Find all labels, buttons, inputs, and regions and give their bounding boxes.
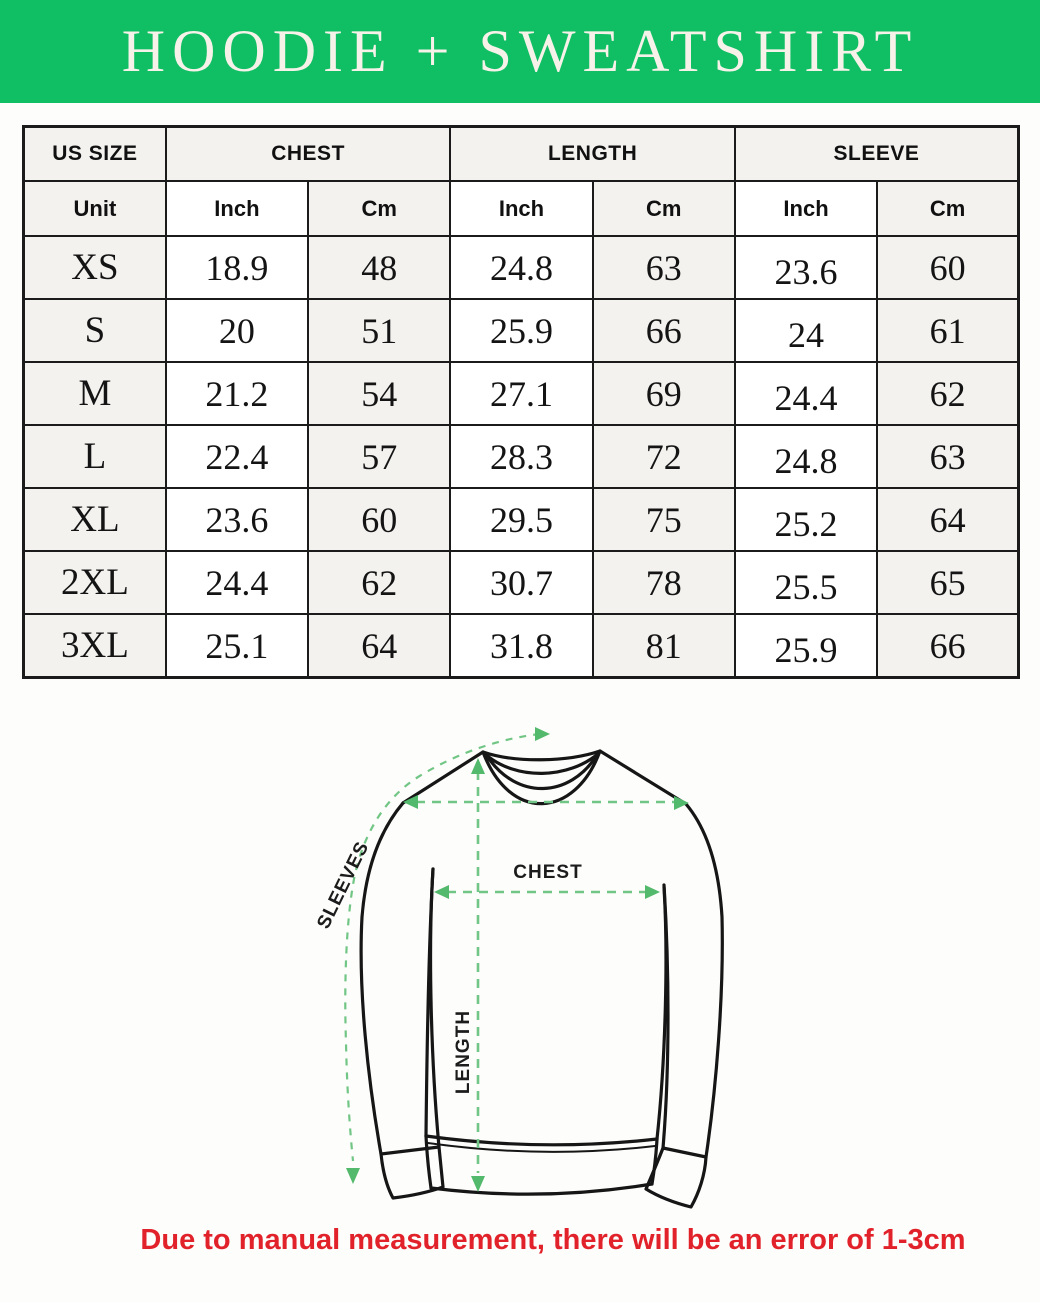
measurement-cell: 63	[877, 425, 1018, 488]
unit-header-cell: Cm	[593, 181, 735, 236]
measurement-cell: 65	[877, 551, 1018, 614]
size-table-row	[24, 299, 1019, 362]
measurement-cell: 57	[308, 425, 450, 488]
arrow-left-icon	[434, 885, 449, 899]
measurement-cell: 24.8	[450, 236, 592, 299]
measurement-cell: 29.5	[450, 488, 592, 551]
arrow-right-icon	[535, 727, 550, 741]
size-table-row	[24, 551, 1019, 614]
size-table-row	[24, 488, 1019, 551]
measurement-cell: 27.1	[450, 362, 592, 425]
measurement-cell: 22.4	[166, 425, 308, 488]
measurement-cell: 61	[877, 299, 1018, 362]
measurement-cell: 25.1	[166, 614, 308, 678]
table-unit-header-row	[24, 181, 1019, 236]
table-group-header-row	[24, 127, 1019, 182]
measurement-cell: 24.8	[735, 425, 877, 488]
measurement-cell: 25.9	[735, 614, 877, 678]
measurement-cell: 51	[308, 299, 450, 362]
measurement-cell: 60	[877, 236, 1018, 299]
measurement-cell: 64	[877, 488, 1018, 551]
measurement-cell: 60	[308, 488, 450, 551]
group-header-length: LENGTH	[450, 127, 735, 182]
measurement-cell: 21.2	[166, 362, 308, 425]
measurement-cell: 25.2	[735, 488, 877, 551]
measurement-cell: 24.4	[735, 362, 877, 425]
arrow-up-icon	[471, 758, 485, 774]
measurement-cell: 54	[308, 362, 450, 425]
size-table-row	[24, 236, 1019, 299]
size-table-row	[24, 425, 1019, 488]
measurement-cell: 28.3	[450, 425, 592, 488]
chest-label: CHEST	[513, 862, 583, 883]
unit-header-cell: Cm	[308, 181, 450, 236]
size-chart-table	[22, 125, 1020, 679]
arrow-down-icon	[471, 1176, 485, 1192]
measurement-cell: 24.4	[166, 551, 308, 614]
measurement-cell: 25.9	[450, 299, 592, 362]
arrow-down-icon	[346, 1168, 360, 1184]
shoulder-measure-line	[403, 795, 689, 810]
unit-header-cell: Inch	[166, 181, 308, 236]
unit-header-cell: Cm	[877, 181, 1018, 236]
row-size-label: S	[24, 299, 166, 362]
sweatshirt-diagram	[300, 695, 780, 1215]
page-title: HOODIE + SWEATSHIRT	[121, 18, 919, 84]
header-banner	[0, 0, 1040, 103]
size-table-row	[24, 614, 1019, 678]
measurement-cell: 23.6	[166, 488, 308, 551]
row-size-label: XS	[24, 236, 166, 299]
row-size-label: 3XL	[24, 614, 166, 678]
measurement-cell: 69	[593, 362, 735, 425]
measurement-cell: 48	[308, 236, 450, 299]
row-size-label: L	[24, 425, 166, 488]
group-header-us-size: US SIZE	[24, 127, 166, 182]
measurement-cell: 31.8	[450, 614, 592, 678]
row-size-label: XL	[24, 488, 166, 551]
group-header-chest: CHEST	[166, 127, 451, 182]
measurement-error-note: Due to manual measurement, there will be an error of 1-3cm	[140, 1224, 966, 1256]
arrow-right-icon	[645, 885, 660, 899]
measurement-cell: 81	[593, 614, 735, 678]
length-label: LENGTH	[453, 1009, 474, 1095]
group-header-sleeve: SLEEVE	[735, 127, 1019, 182]
measurement-cell: 62	[308, 551, 450, 614]
measurement-cell: 18.9	[166, 236, 308, 299]
measurement-cell: 30.7	[450, 551, 592, 614]
measurement-cell: 64	[308, 614, 450, 678]
unit-header-cell: Unit	[24, 181, 166, 236]
row-size-label: M	[24, 362, 166, 425]
measurement-cell: 66	[593, 299, 735, 362]
measurement-cell: 75	[593, 488, 735, 551]
measurement-cell: 24	[735, 299, 877, 362]
measurement-cell: 62	[877, 362, 1018, 425]
measurement-cell: 78	[593, 551, 735, 614]
measurement-cell: 23.6	[735, 236, 877, 299]
length-measure-line	[453, 758, 485, 1192]
unit-header-cell: Inch	[450, 181, 592, 236]
unit-header-cell: Inch	[735, 181, 877, 236]
chest-measure-line	[434, 862, 660, 899]
arrow-right-icon	[674, 796, 689, 810]
sleeves-label: SLEEVES	[313, 838, 374, 933]
row-size-label: 2XL	[24, 551, 166, 614]
measurement-cell: 25.5	[735, 551, 877, 614]
measurement-cell: 72	[593, 425, 735, 488]
measurement-cell: 66	[877, 614, 1018, 678]
size-table-row	[24, 362, 1019, 425]
measurement-cell: 63	[593, 236, 735, 299]
sweatshirt-outline	[361, 751, 722, 1207]
measurement-cell: 20	[166, 299, 308, 362]
